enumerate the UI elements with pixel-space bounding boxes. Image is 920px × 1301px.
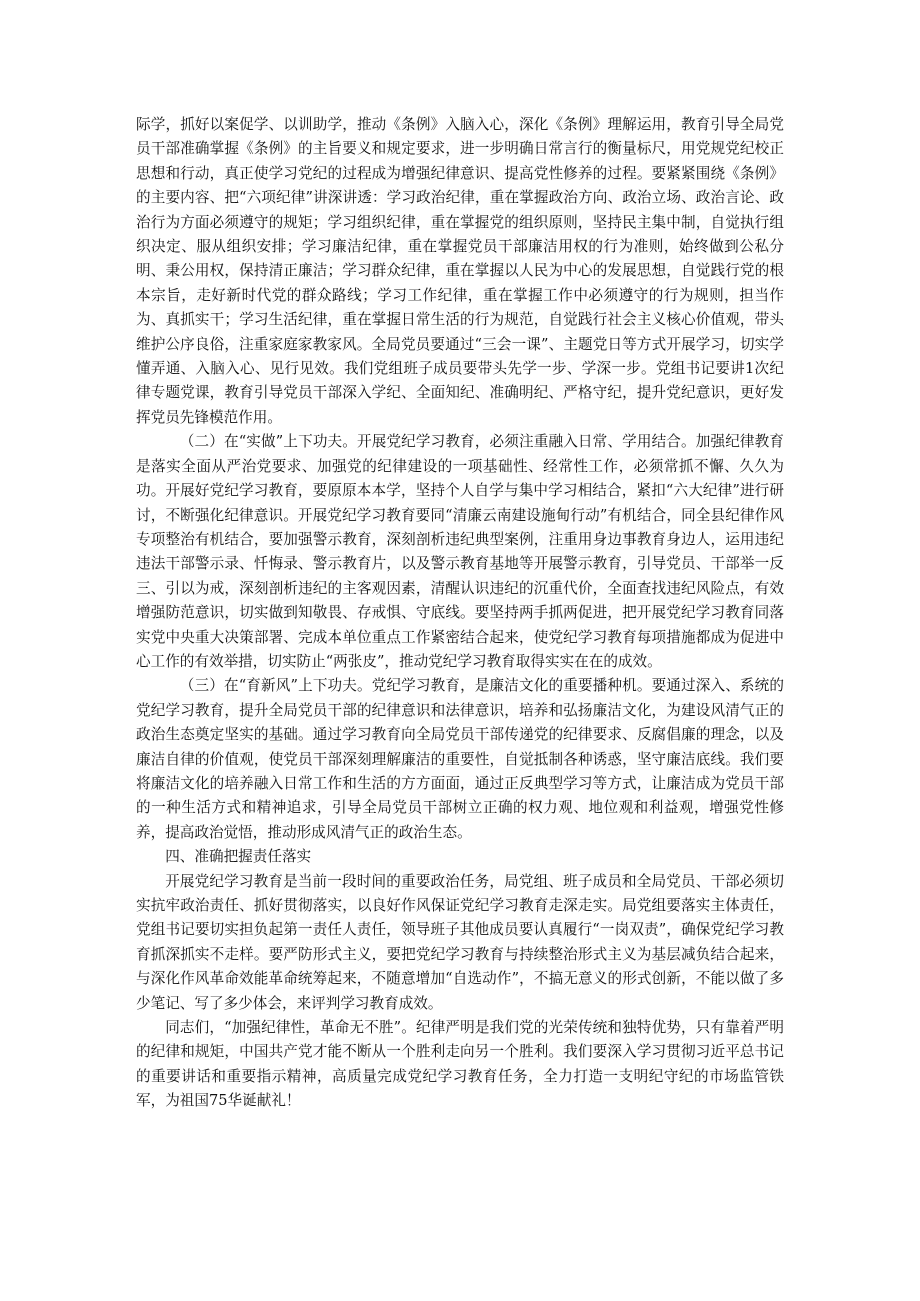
document-page — [136, 113, 784, 1114]
paragraph-closing: 同志们，“加强纪律性，革命无不胜”。纪律严明是我们党的光荣传统和独特优势，只有靠着严明的纪律和规矩，中国共产党才能不断从一个胜利走向另一个胜利。我们要深入学习贯彻习近平总书记的重要讲话和重要指示精神，高质量完成党纪学习教育任务，全力打造一支明纪守纪的市场监管铁军，为祖国75华诞献礼！ — [136, 1019, 784, 1110]
paragraph-responsibility: 开展党纪学习教育是当前一段时间的重要政治任务，局党组、班子成员和全局党员、干部必须切实抗牢政治责任、抓好贯彻落实，以良好作风保证党纪学习教育走深走实。局党组要落实主体责任，党组书记要切实担负起第一责任人责任，领导班子其他成员要认真履行“一岗双责”，确保党纪学习教育抓深抓实不走样。要严防形式主义，要把党纪学习教育与持续整治形式主义为基层减负结合起来，与深化作风革命效能革命统筹起来，不随意增加“自选动作”，不搞无意义的形式创新，不能以做了多少笔记、写了多少体会，来评判学习教育成效。 — [136, 872, 784, 1012]
section-heading-responsibility: 四、准确把握责任落实 — [165, 848, 312, 866]
paragraph-practical-work: （二）在“实做”上下功夫。开展党纪学习教育，必须注重融入日常、学用结合。加强纪律教育是落实全面从严治党要求、加强党的纪律建设的一项基础性、经常性工作，必须常抓不懈、久久为功。开展好党纪学习教育，要原原本本学，坚持个人自学与集中学习相结合，紧扣“六大纪律”进行研讨，不断强化纪律意识。开展党纪学习教育要同“清廉云南建设施甸行动”有机结合，同全县纪律作风专项整治有机结合，要加强警示教育，深刻剖析违纪典型案例，注重用身边事教育身边人，运用违纪违法干部警示录、忏悔录、警示教育片，以及警示教育基地等开展警示教育，引导党员、干部举一反三、引以为戒，深刻剖析违纪的主客观因素，清醒认识违纪的沉重代价，全面查找违纪风险点，有效增强防范意识，切实做到知敬畏、存戒惧、守底线。要坚持两手抓两促进，把开展党纪学习教育同落实党中央重大决策部署、完成本单位重点工作紧密结合起来，使党纪学习教育每项措施都成为促进中心工作的有效举措，切实防止“两张皮”，推动党纪学习教育取得实实在在的成效。 — [136, 433, 784, 670]
paragraph-study-regulations: 际学，抓好以案促学、以训助学，推动《条例》入脑入心，深化《条例》理解运用，教育引导全局党员干部准确掌握《条例》的主旨要义和规定要求，进一步明确日常言行的衡量标尺，用党规党纪校正思想和行动，真正使学习党纪的过程成为增强纪律意识、提高党性修养的过程。要紧紧围绕《条例》的主要内容、把“六项纪律”讲深讲透：学习政治纪律，重在掌握政治方向、政治立场、政治言论、政治行为方面必须遵守的规矩；学习组织纪律，重在掌握党的组织原则，坚持民主集中制，自觉执行组织决定、服从组织安排；学习廉洁纪律，重在掌握党员干部廉洁用权的行为准则，始终做到公私分明、秉公用权，保持清正廉洁；学习群众纪律，重在掌握以人民为中心的发展思想，自觉践行党的根本宗旨，走好新时代党的群众路线；学习工作纪律，重在掌握工作中必须遵守的行为规则，担当作为、真抓实干；学习生活纪律，重在掌握日常生活的行为规范，自觉践行社会主义核心价值观，带头维护公序良俗，注重家庭家教家风。全局党员要通过“三会一课”、主题党日等方式开展学习，切实学懂弄通、入脑入心、见行见效。我们党组班子成员要带头先学一步、学深一步。党组书记要讲1次纪律专题党课，教育引导党员干部深入学纪、全面知纪、准确明纪、严格守纪，提升党纪意识，更好发挥党员先锋模范作用。 — [136, 116, 784, 426]
paragraph-new-culture: （三）在“育新风”上下功夫。党纪学习教育，是廉洁文化的重要播种机。要通过深入、系统的党纪学习教育，提升全局党员干部的纪律意识和法律意识，培养和弘扬廉洁文化，为建设风清气正的政治生态奠定坚实的基础。通过学习教育向全局党员干部传递党的纪律要求、反腐倡廉的理念，以及廉洁自律的价值观，使党员干部深刻理解廉洁的重要性，自觉抵制各种诱惑，坚守廉洁底线。我们要将廉洁文化的培养融入日常工作和生活的方方面面，通过正反典型学习等方式，让廉洁成为党员干部的一种生活方式和精神追求，引导全局党员干部树立正确的权力观、地位观和利益观，增强党性修养，提高政治觉悟，推动形成风清气正的政治生态。 — [136, 677, 784, 841]
